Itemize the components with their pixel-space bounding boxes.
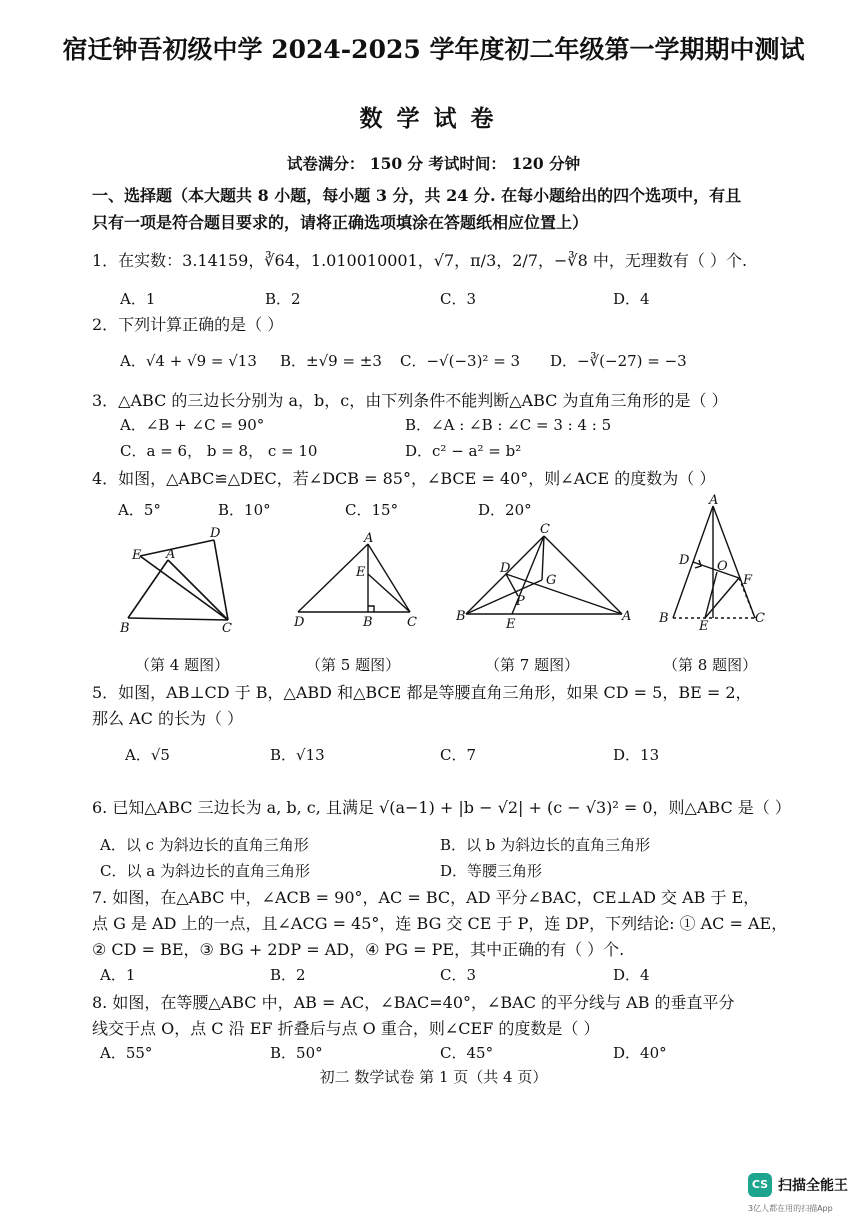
- fig7-label-e: E: [506, 617, 516, 632]
- q8-option-b: B．50°: [270, 1044, 323, 1062]
- section-instructions-line2: 只有一项是符合题目要求的，请将正确选项填涂在答题纸相应位置上）: [92, 213, 589, 232]
- fig8-label-a: A: [709, 493, 719, 508]
- q1-option-d: D．4: [613, 290, 650, 308]
- fig7-label-g: G: [546, 573, 557, 588]
- q4-option-c: C．15°: [345, 501, 399, 519]
- q4-option-b: B．10°: [218, 501, 271, 519]
- q6-stem: 6. 已知△ABC 三边长为 a, b, c, 且满足 √(a−1) + |b − √2| + (c − √3)² = 0，则△ABC 是（ ）: [92, 798, 791, 817]
- q2-option-c: C．−√(−3)² = 3: [400, 352, 521, 370]
- figure-q7-caption: （第 7 题图）: [485, 656, 580, 674]
- watermark-tagline: 3亿人都在用的扫描App: [748, 1204, 833, 1213]
- fig7-label-p: P: [516, 594, 525, 609]
- q5-stem-line1: 5．如图，AB⊥CD 于 B，△ABD 和△BCE 都是等腰直角三角形，如果 CD = 5，BE = 2，: [92, 683, 752, 702]
- section-instructions-line1: 一、选择题（本大题共 8 小题，每小题 3 分，共 24 分. 在每小题给出的四个选项中，有且: [92, 186, 742, 205]
- watermark-app-name: 扫描全能王: [778, 1178, 848, 1194]
- fig4-label-e: E: [132, 548, 142, 563]
- q4-option-d: D．20°: [478, 501, 532, 519]
- fig8-label-b: B: [659, 611, 669, 626]
- fig7-label-d: D: [500, 561, 511, 576]
- q6-option-a: A．以 c 为斜边长的直角三角形: [100, 836, 309, 854]
- q8-option-d: D．40°: [613, 1044, 667, 1062]
- fig7-label-b: B: [456, 609, 466, 624]
- q3-option-d: D．c² − a² = b²: [405, 442, 522, 460]
- q2-stem: 2．下列计算正确的是（ ）: [92, 315, 284, 334]
- q6-option-c: C．以 a 为斜边长的直角三角形: [100, 862, 310, 880]
- fig8-label-c: C: [755, 611, 765, 626]
- figure-q5: [290, 530, 430, 630]
- fig7-label-a: A: [622, 609, 632, 624]
- figure-q8-caption: （第 8 题图）: [663, 656, 758, 674]
- q7-option-a: A．1: [100, 966, 136, 984]
- q3-option-b: B．∠A : ∠B : ∠C = 3 : 4 : 5: [405, 416, 612, 434]
- q5-option-d: D．13: [613, 746, 660, 764]
- q5-option-c: C．7: [440, 746, 477, 764]
- q6-option-b: B．以 b 为斜边长的直角三角形: [440, 836, 651, 854]
- fig4-label-a: A: [166, 547, 176, 562]
- q2-option-a: A．√4 + √9 = √13: [120, 352, 257, 370]
- q6-option-d: D．等腰三角形: [440, 862, 543, 880]
- fig4-label-d: D: [210, 526, 221, 541]
- q3-option-a: A．∠B + ∠C = 90°: [120, 416, 265, 434]
- q1-option-a: A．1: [120, 290, 156, 308]
- q7-stem-line1: 7. 如图，在△ABC 中，∠ACB = 90°，AC = BC，AD 平分∠BAC，CE⊥AD 交 AB 于 E，: [92, 888, 760, 907]
- fig8-label-e: E: [699, 619, 709, 632]
- q1-stem: 1．在实数：3.14159，∛64，1.010010001，√7，π/3，2/7，−∛8 中，无理数有（ ）个.: [92, 251, 748, 270]
- page-footer: 初二 数学试卷 第 1 页（共 4 页）: [319, 1068, 548, 1086]
- q5-stem-line2: 那么 AC 的长为（ ）: [92, 709, 244, 728]
- fig8-label-f: F: [743, 573, 753, 588]
- q7-option-b: B．2: [270, 966, 306, 984]
- figure-q8: [655, 492, 770, 632]
- q8-stem-line2: 线交于点 O，点 C 沿 EF 折叠后与点 O 重合，则∠CEF 的度数是（ ）: [92, 1019, 600, 1038]
- fig5-label-a: A: [364, 531, 374, 546]
- fig5-label-b: B: [363, 615, 373, 630]
- figure-q5-caption: （第 5 题图）: [306, 656, 401, 674]
- fig5-label-d: D: [294, 615, 305, 630]
- fig8-label-d: D: [679, 553, 690, 568]
- q8-option-a: A．55°: [100, 1044, 153, 1062]
- q7-option-d: D．4: [613, 966, 650, 984]
- q5-option-a: A．√5: [125, 746, 170, 764]
- camscanner-logo-icon: CS: [748, 1173, 772, 1197]
- q7-option-c: C．3: [440, 966, 477, 984]
- q8-option-c: C．45°: [440, 1044, 494, 1062]
- q2-option-d: D．−∛(−27) = −3: [550, 352, 687, 370]
- fig4-label-c: C: [222, 621, 232, 636]
- subject-title: 数学试卷: [359, 105, 508, 132]
- fig5-label-e: E: [356, 565, 366, 580]
- figure-q7: [450, 522, 640, 632]
- q5-option-b: B．√13: [270, 746, 325, 764]
- q2-option-b: B．±√9 = ±3: [280, 352, 382, 370]
- q4-option-a: A．5°: [118, 501, 161, 519]
- q3-option-c: C．a = 6， b = 8， c = 10: [120, 442, 318, 460]
- q7-stem-line3: ② CD = BE，③ BG + 2DP = AD，④ PG = PE，其中正确的有（ ）个.: [92, 940, 625, 959]
- figure-q4-caption: （第 4 题图）: [135, 656, 230, 674]
- fig7-label-c: C: [540, 522, 550, 537]
- fig4-label-b: B: [120, 621, 130, 636]
- fig8-label-o: O: [717, 559, 728, 574]
- fig5-label-c: C: [407, 615, 417, 630]
- q4-stem: 4．如图，△ABC≌△DEC，若∠DCB = 85°，∠BCE = 40°，则∠ACE 的度数为（ ）: [92, 469, 716, 488]
- exam-meta: 试卷满分： 150 分 考试时间： 120 分钟: [286, 154, 581, 173]
- q1-option-b: B．2: [265, 290, 301, 308]
- exam-title: 宿迁钟吾初级中学 2024-2025 学年度初二年级第一学期期中测试: [62, 35, 805, 64]
- q7-stem-line2: 点 G 是 AD 上的一点，且∠ACG = 45°，连 BG 交 CE 于 P，连 DP，下列结论: ① AC = AE，: [92, 914, 788, 933]
- q8-stem-line1: 8. 如图，在等腰△ABC 中，AB = AC，∠BAC=40°，∠BAC 的平分线与 AB 的垂直平分: [92, 993, 735, 1012]
- figure-q4: [110, 520, 250, 640]
- q1-option-c: C．3: [440, 290, 477, 308]
- q3-stem: 3．△ABC 的三边长分别为 a，b，c，由下列条件不能判断△ABC 为直角三角形的是（ ）: [92, 391, 728, 410]
